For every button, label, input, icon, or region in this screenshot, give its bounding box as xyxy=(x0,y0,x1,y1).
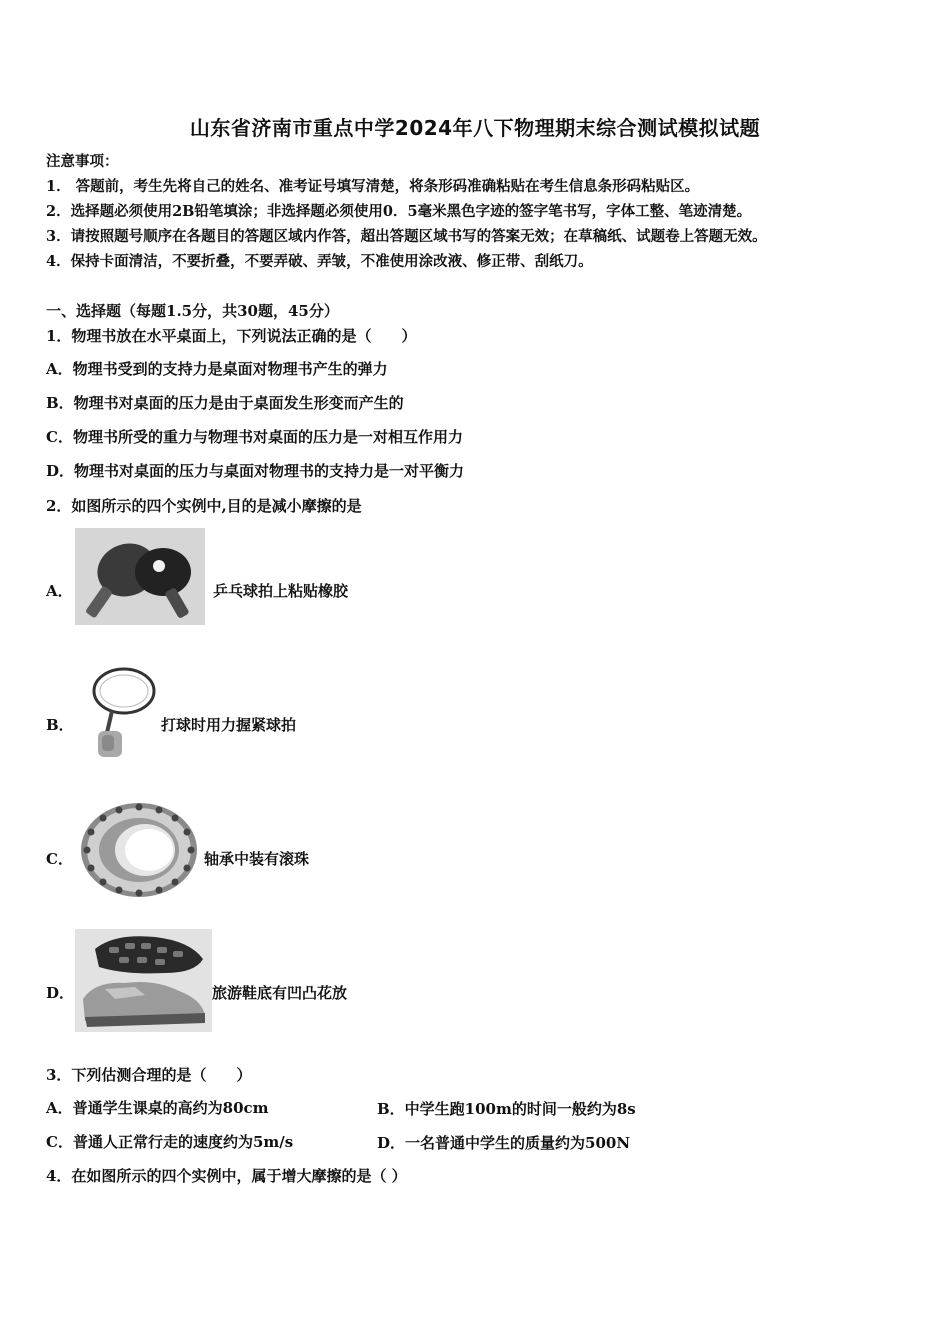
page-title: 山东省济南市重点中学2024年八下物理期末综合测试模拟试题 xyxy=(189,116,761,140)
notice-item: 4．保持卡面清洁，不要折叠，不要弄破、弄皱，不准使用涂改液、修正带、刮纸刀。 xyxy=(46,253,593,270)
notice-item: 3．请按照题号顺序在各题目的答题区域内作答，超出答题区域书写的答案无效；在草稿纸、试题卷上答题无效。 xyxy=(46,228,767,245)
notice-item: 2．选择题必须使用2B铅笔填涂；非选择题必须使用0．5毫米黑色字迹的签字笔书写，字体工整、笔迹清楚。 xyxy=(46,203,752,220)
option-b: B．物理书对桌面的压力是由于桌面发生形变而产生的 xyxy=(46,394,404,412)
option-label: B． xyxy=(46,716,74,734)
option-a: A．普通学生课桌的高约为80cm xyxy=(46,1099,269,1117)
ping-pong-paddle-image xyxy=(75,528,205,625)
option-a: A．物理书受到的支持力是桌面对物理书产生的弹力 xyxy=(46,360,388,378)
question-stem: 4．在如图所示的四个实例中，属于增大摩擦的是（ ） xyxy=(46,1167,407,1185)
option-label: C． xyxy=(46,850,73,868)
ball-bearing-image xyxy=(75,800,200,900)
notice-item: 1． 答题前，考生先将自己的姓名、准考证号填写清楚，将条形码准确粘贴在考生信息条形码粘贴区。 xyxy=(46,178,700,195)
option-label: A． xyxy=(46,582,73,600)
notice-heading: 注意事项： xyxy=(46,153,119,170)
option-d: D．一名普通中学生的质量约为500N xyxy=(377,1134,631,1152)
section-heading: 一、选择题（每题1.5分，共30题，45分） xyxy=(46,302,339,320)
question-stem: 3．下列估测合理的是（ ） xyxy=(46,1066,252,1084)
option-c: C．普通人正常行走的速度约为5m/s xyxy=(46,1133,294,1151)
question-stem: 1．物理书放在水平桌面上，下列说法正确的是（ ） xyxy=(46,327,417,345)
option-caption: 旅游鞋底有凹凸花放 xyxy=(212,984,348,1002)
sneaker-sole-image xyxy=(75,929,212,1032)
racket-grip-image xyxy=(78,665,158,760)
option-label: D． xyxy=(46,984,75,1002)
option-caption: 乒乓球拍上粘贴橡胶 xyxy=(213,582,349,600)
option-c: C．物理书所受的重力与物理书对桌面的压力是一对相互作用力 xyxy=(46,428,463,446)
option-caption: 轴承中装有滚珠 xyxy=(204,850,310,868)
question-stem: 2．如图所示的四个实例中,目的是减小摩擦的是 xyxy=(46,497,362,515)
option-caption: 打球时用力握紧球拍 xyxy=(161,716,297,734)
option-b: B．中学生跑100m的时间一般约为8s xyxy=(377,1100,636,1118)
option-d: D．物理书对桌面的压力与桌面对物理书的支持力是一对平衡力 xyxy=(46,462,465,480)
